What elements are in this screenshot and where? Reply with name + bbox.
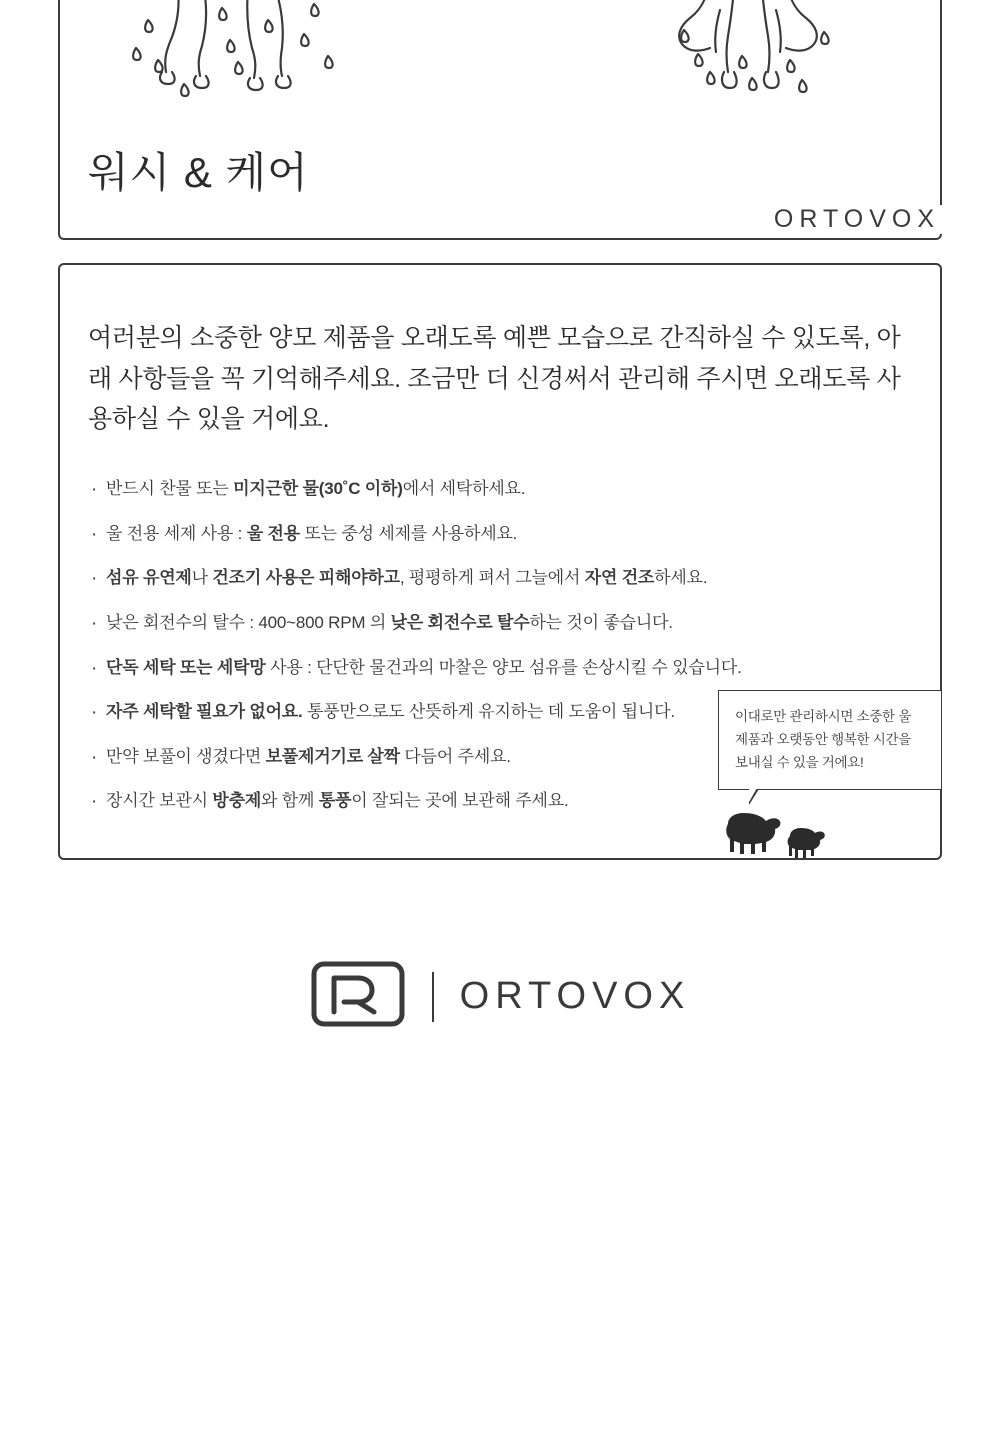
bullet-text: , 평평하게 펴서 그늘에서 (399, 568, 585, 588)
bullet-emphasis: 통풍 (318, 791, 352, 811)
bullet-emphasis: 보풀제거기로 살짝 (265, 746, 400, 766)
header-illustration-band (58, 0, 942, 240)
sheep-legs-splash-icon (118, 0, 378, 105)
bullet-text: 통풍만으로도 산뜻하게 유지하는 데 도움이 됩니다. (302, 702, 675, 722)
bullet-emphasis: 방충제 (212, 791, 262, 811)
bullet-text: 에서 세탁하세요. (402, 479, 526, 498)
page-title: 워시 & 케어 (88, 149, 309, 196)
bullet-text: 반드시 찬물 또는 (106, 479, 234, 498)
bullet-text: 낮은 회전수의 탈수 : 400~800 RPM 의 (106, 612, 391, 632)
bullet-emphasis: 자연 건조 (584, 568, 655, 588)
bullet-emphasis: 미지근한 물(30˚C 이하) (233, 479, 403, 498)
bullet-emphasis: 건조기 사용은 피해야하고 (212, 568, 400, 588)
intro-paragraph: 여러분의 소중한 양모 제품을 오래도록 예쁜 모습으로 간직하실 수 있도록, 아래 사항들을 꼭 기억해주세요. 조금만 더 신경써서 관리해 주시면 오래도록 사용하실 수 있을 거에요. (88, 324, 901, 433)
bullet-text: 장시간 보관시 (106, 791, 213, 811)
care-bullet-item (88, 477, 918, 502)
care-bullet-item (88, 522, 918, 547)
bullet-text: 하는 것이 좋습니다. (529, 612, 673, 632)
bullet-text: 하세요. (654, 568, 708, 588)
bullet-text: 나 (191, 568, 213, 588)
bullet-emphasis: 단독 세탁 또는 세탁망 (106, 657, 266, 677)
bullet-emphasis: 자주 세탁할 필요가 없어요. (106, 702, 303, 722)
footer-divider (432, 972, 434, 1022)
ortovox-wordmark-header: ORTOVOX (764, 205, 942, 234)
bullet-emphasis: 울 전용 (246, 523, 300, 543)
bullet-text: 와 함께 (261, 791, 319, 811)
bullet-text: 만약 보풀이 생겼다면 (106, 746, 266, 766)
bullet-emphasis: 섬유 유연제 (106, 568, 192, 588)
footer-logo (0, 960, 1000, 1033)
ortovox-wordmark-footer: ORTOVOX (459, 975, 691, 1017)
care-bullet-item (88, 611, 918, 636)
bullet-text: 사용 : 단단한 물건과의 마찰은 양모 섬유를 손상시킬 수 있습니다. (265, 657, 742, 677)
speech-bubble: 이대로만 관리하시면 소중한 울 제품과 오랫동안 행복한 시간을 보내실 수 있을 거에요! (718, 690, 942, 790)
sheep-body-dripping-icon (638, 0, 878, 115)
bullet-text: 다듬어 주세요. (399, 746, 511, 766)
sheep-silhouette-icon (718, 808, 838, 865)
care-bullet-item (88, 566, 918, 591)
bullet-text: 이 잘되는 곳에 보관해 주세요. (351, 791, 569, 811)
ortovox-logo-mark-icon (310, 960, 406, 1033)
bullet-text: 울 전용 세제 사용 : (106, 523, 247, 543)
bullet-text: 또는 중성 세제를 사용하세요. (299, 523, 518, 543)
care-bullet-item (88, 656, 918, 681)
bullet-emphasis: 낮은 회전수로 탈수 (390, 612, 530, 632)
